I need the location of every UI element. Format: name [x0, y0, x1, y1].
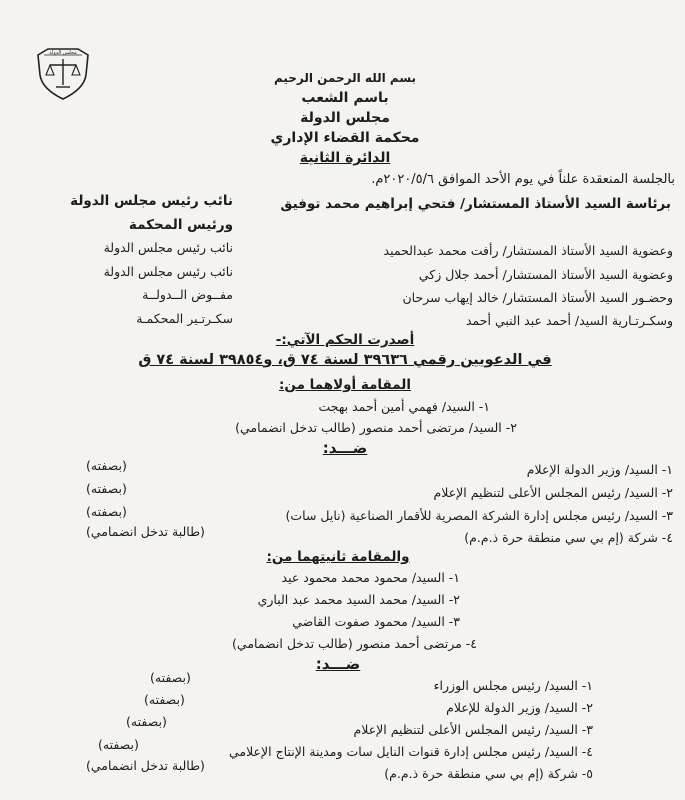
member-3: وحضـور السيد الأستاذ المستشار/ خالد إيهاب سرحان [402, 290, 673, 305]
case2-note-1: (بصفته) [150, 670, 191, 685]
case2-defendant-4: ٤- السيد/ رئيس مجلس إدارة قنوات النايل سات ومدينة الإنتاج الإعلامي [228, 744, 593, 759]
case1-plaintiffs-title: المقامة أولاهما من: [279, 377, 411, 393]
title-member-1: نائب رئيس مجلس الدولة [103, 240, 233, 255]
case2-note-5: (طالبة تدخل انضمامي) [86, 758, 205, 773]
header-line-people: باسم الشعب [301, 90, 389, 106]
case2-note-3: (بصفته) [126, 714, 167, 729]
case1-note-3: (بصفته) [86, 504, 127, 519]
case1-against: ضـــد: [322, 439, 368, 457]
title-court-president: ورئيس المحكمة [128, 217, 233, 233]
title-vice-president: نائب رئيس مجلس الدولة [70, 193, 233, 209]
header-line-circuit: الدائرة الثانية [299, 150, 391, 166]
title-secretary: سكـرتـير المحكمـة [136, 311, 233, 326]
case1-defendant-2: ٢- السيد/ رئيس المجلس الأعلى لتنظيم الإعلام [433, 485, 673, 500]
case1-note-4: (طالبة تدخل انضمامي) [86, 524, 205, 539]
member-2: وعضوية السيد الأستاذ المستشار/ أحمد جلال زكي [418, 267, 673, 282]
case2-note-2: (بصفته) [144, 692, 185, 707]
case1-note-1: (بصفته) [86, 458, 127, 473]
session-president: برئاسة السيد الأستاذ المستشار/ فتحي إبراهيم محمد توفيق [280, 196, 671, 212]
member-1: وعضوية السيد الأستاذ المستشار/ رأفت محمد عبدالحميد [383, 243, 673, 258]
verdict-cases: في الدعويين رقمي ٣٩٦٣٦ لسنة ٧٤ ق، و٣٩٨٥٤ لسنة ٧٤ ق [138, 352, 552, 368]
case1-plaintiff-1: ١- السيد/ فهمي أمين أحمد بهجت [318, 399, 490, 414]
case2-plaintiff-3: ٣- السيد/ محمود صفوت القاضي [292, 614, 460, 629]
state-council-logo [28, 45, 98, 101]
case1-defendant-3: ٣- السيد/ رئيس مجلس إدارة الشركة المصرية للأقمار الصناعية (نايل سات) [285, 508, 673, 523]
case2-defendant-1: ١- السيد/ رئيس مجلس الوزراء [433, 678, 593, 693]
case2-defendant-2: ٢- السيد/ وزير الدولة للإعلام [446, 700, 593, 715]
title-member-2: نائب رئيس مجلس الدولة [103, 264, 233, 279]
title-commissioner: مفــوض الــدولــة [142, 287, 233, 302]
basmala: بسم الله الرحمن الرحيم [273, 71, 417, 85]
case2-plaintiffs-title: والمقامة ثانيتهما من: [266, 549, 410, 565]
case2-against: ضـــد: [315, 655, 361, 673]
case1-note-2: (بصفته) [86, 481, 127, 496]
case2-note-4: (بصفته) [98, 737, 139, 752]
case2-plaintiff-2: ٢- السيد/ محمد السيد محمد عبد الباري [257, 592, 460, 607]
member-4: وسكـرتـارية السيد/ أحمد عبد النبي أحمد [466, 313, 673, 328]
case1-plaintiff-2: ٢- السيد/ مرتضى أحمد منصور (طالب تدخل انضمامي) [235, 420, 517, 435]
case1-defendant-4: ٤- شركة (إم بي سي منطقة حرة ذ.م.م) [464, 530, 673, 545]
logo-caption: مجلس الدولة [49, 50, 77, 56]
case1-defendant-1: ١- السيد/ وزير الدولة الإعلام [526, 462, 673, 477]
case2-defendant-3: ٣- السيد/ رئيس المجلس الأعلى لتنظيم الإعلام [353, 722, 593, 737]
case2-plaintiff-1: ١- السيد/ محمود محمد محمود عيد [281, 570, 460, 585]
case2-defendant-5: ٥- شركة (إم بي سي منطقة حرة ذ.م.م) [384, 766, 593, 781]
header-line-court: محكمة القضاء الإداري [270, 130, 420, 146]
case2-plaintiff-4: ٤- مرتضى أحمد منصور (طالب تدخل انضمامي) [232, 636, 477, 651]
header-line-council: مجلس الدولة [300, 110, 390, 126]
session-date: بالجلسة المنعقدة علناً في يوم الأحد الموافق ٢٠٢٠/٥/٦م. [371, 172, 675, 187]
verdict-issued: أصدرت الحكم الآتي:- [275, 332, 415, 348]
